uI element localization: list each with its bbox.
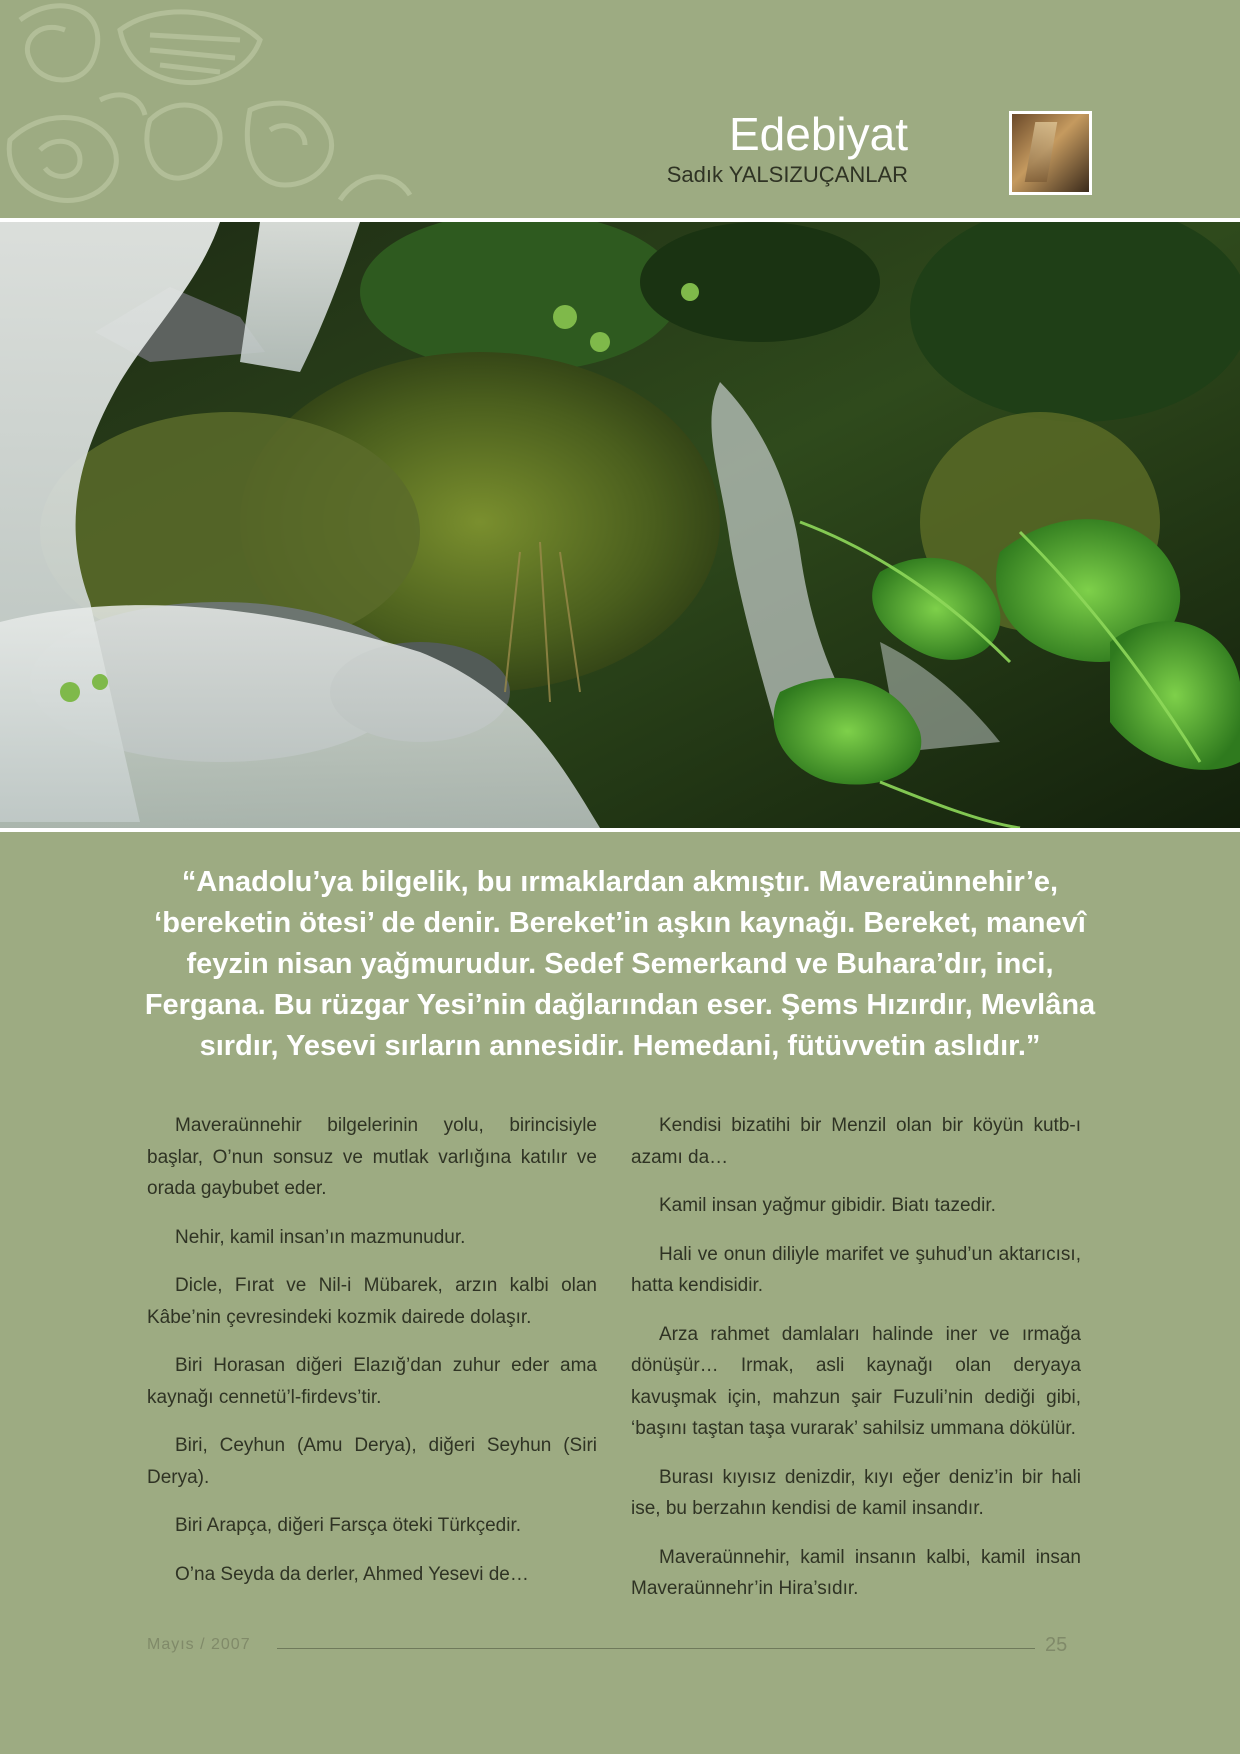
body-column-right bbox=[631, 1110, 1081, 1622]
page-number: 25 bbox=[1045, 1634, 1068, 1656]
paragraph: Arza rahmet damlaları halinde iner ve ırmağa dönüşür… Irmak, asli kaynağı olan deryaya kavuşmak için, mahzun şair Fuzuli’nin dediği gibi, ‘başını taştan taşa vurarak’ sahilsiz ummana dökülür. bbox=[631, 1323, 1081, 1439]
pull-quote: “Anadolu’ya bilgelik, bu ırmaklardan akmıştır. Maveraünnehir’e, ‘bereketin ötesi’ de denir. Bereket’in aşkın kaynağı. Bereket, manevî feyzin nisan yağmurudur. Sedef Semerkand ve Buhara’dır, inci, Fergana. Bu rüzgar Yesi’nin dağlarından eser. Şems Hızırdır, Mevlâna sırdır, Yesevi sırların annesidir. Hemedani, fütüvvetin aslıdır.” bbox=[144, 866, 1096, 1062]
paragraph: O’na Seyda da derler, Ahmed Yesevi de… bbox=[175, 1563, 529, 1585]
floral-ornament-icon bbox=[0, 0, 420, 210]
paragraph: Dicle, Fırat ve Nil-i Mübarek, arzın kalbi olan Kâbe’nin çevresindeki kozmik dairede dolaşır. bbox=[147, 1275, 597, 1328]
section-title: Edebiyat bbox=[728, 108, 908, 160]
hero-photo bbox=[0, 218, 1240, 832]
paragraph: Burası kıyısız denizdir, kıyı eğer deniz’in bir hali ise, bu berzahın kendisi de kamil insandır. bbox=[631, 1466, 1081, 1519]
paragraph: Hali ve onun diliyle marifet ve şuhud’un aktarıcısı, hatta kendisidir. bbox=[631, 1243, 1081, 1296]
paragraph: Biri, Ceyhun (Amu Derya), diğeri Seyhun (Siri Derya). bbox=[147, 1435, 597, 1488]
waterfall-photo bbox=[0, 222, 1240, 828]
footer-divider bbox=[277, 1648, 1035, 1649]
body-column-left bbox=[147, 1110, 597, 1607]
paragraph: Kamil insan yağmur gibidir. Biatı tazedir. bbox=[659, 1195, 996, 1216]
paragraph: Biri Arapça, diğeri Farsça öteki Türkçedir. bbox=[175, 1515, 522, 1536]
paragraph: Maveraünnehir bilgelerinin yolu, birincisiyle başlar, O’nun sonsuz ve mutlak varlığına katılır ve orada gaybubet eder. bbox=[147, 1115, 597, 1199]
paragraph: Kendisi bizatihi bir Menzil olan bir köyün kutb-ı azamı da… bbox=[631, 1115, 1081, 1168]
section-thumbnail bbox=[1009, 111, 1092, 195]
page-header bbox=[0, 0, 1240, 210]
paragraph: Biri Horasan diğeri Elazığ’dan zuhur eder ama kaynağı cennetü’l-firdevs’tir. bbox=[147, 1355, 597, 1408]
author-name: Sadık YALSIZUÇANLAR bbox=[666, 162, 908, 187]
paragraph: Maveraünnehir, kamil insanın kalbi, kamil insan Maveraünnehr’in Hira’sıdır. bbox=[631, 1546, 1081, 1599]
paragraph: Nehir, kamil insan’ın mazmunudur. bbox=[175, 1226, 466, 1248]
issue-date: Mayıs / 2007 bbox=[147, 1636, 251, 1653]
